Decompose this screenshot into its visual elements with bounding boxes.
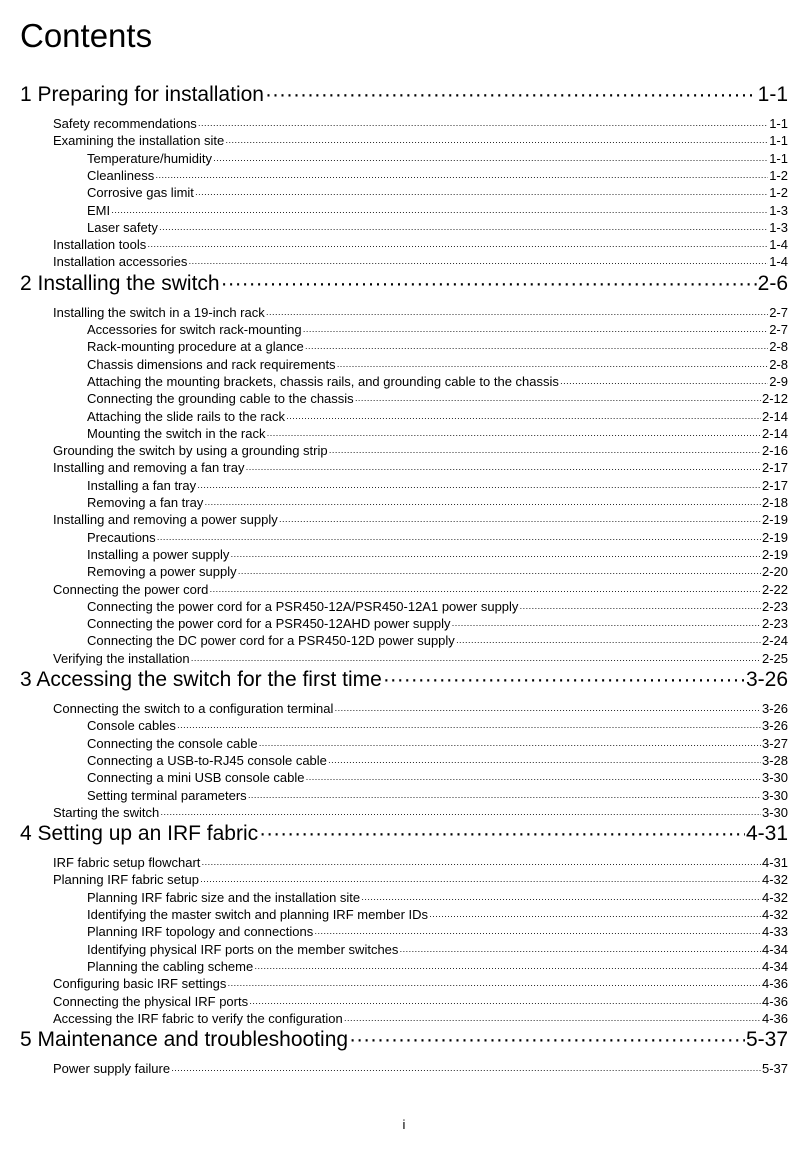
toc-subsection-entry[interactable] xyxy=(87,906,788,925)
toc-entry-title: Chassis dimensions and rack requirements xyxy=(87,356,336,372)
toc-subsection-entry[interactable] xyxy=(87,787,788,806)
toc-entry-title: Temperature/humidity xyxy=(87,150,212,166)
toc-subsection-entry[interactable] xyxy=(87,958,788,977)
toc-leader-dots xyxy=(221,271,757,297)
toc-subsection-entry[interactable] xyxy=(87,615,788,634)
toc-entry-page-number: 2-19 xyxy=(761,546,788,562)
toc-section-entry[interactable] xyxy=(53,236,788,255)
page-title: Contents xyxy=(20,17,153,54)
toc-entry-page-number: 3-26 xyxy=(745,668,788,691)
toc-entry-title: Installation tools xyxy=(53,237,147,253)
page-number-footer: i xyxy=(402,1117,406,1132)
toc-subsection-entry[interactable] xyxy=(87,321,788,340)
toc-entry-page-number: 4-33 xyxy=(761,924,788,940)
toc-entry-page-number: 2-14 xyxy=(761,408,788,424)
toc-entry-page-number: 4-32 xyxy=(761,889,788,905)
toc-entry-title: Connecting a USB-to-RJ45 console cable xyxy=(87,752,327,768)
toc-entry-title: Removing a power supply xyxy=(87,564,237,580)
toc-subsection-entry[interactable] xyxy=(87,735,788,754)
toc-entry-page-number: 1-3 xyxy=(769,202,788,218)
toc-entry-title: Planning IRF fabric setup xyxy=(53,872,199,888)
toc-entry-title: Planning IRF fabric size and the installation site xyxy=(87,889,361,905)
toc-entry-title: Connecting the power cord for a PSR450-12A/PSR450-12A1 power supply xyxy=(87,598,519,614)
toc-section-entry[interactable] xyxy=(53,132,788,151)
toc-entry-title: Starting the switch xyxy=(53,804,160,820)
toc-subsection-entry[interactable] xyxy=(87,769,788,788)
toc-entry-title: Installation accessories xyxy=(53,254,188,270)
toc-section-entry[interactable] xyxy=(53,700,788,719)
toc-entry-page-number: 1-2 xyxy=(769,185,788,201)
toc-section-entry[interactable] xyxy=(53,993,788,1012)
toc-chapter-entry[interactable] xyxy=(20,82,788,108)
toc-entry-page-number: 2-22 xyxy=(761,581,788,597)
toc-entry-title: Precautions xyxy=(87,529,156,545)
toc-subsection-entry[interactable] xyxy=(87,752,788,771)
toc-subsection-entry[interactable] xyxy=(87,338,788,357)
toc-section-entry[interactable] xyxy=(53,854,788,873)
toc-chapter-entry[interactable] xyxy=(20,1027,788,1053)
toc-entry-title: Planning the cabling scheme xyxy=(87,958,254,974)
toc-subsection-entry[interactable] xyxy=(87,717,788,736)
toc-entry-page-number: 3-30 xyxy=(761,804,788,820)
toc-entry-page-number: 1-1 xyxy=(757,83,788,106)
toc-entry-title: Attaching the slide rails to the rack xyxy=(87,408,285,424)
toc-entry-title: Safety recommendations xyxy=(53,116,197,131)
toc-entry-page-number: 3-30 xyxy=(761,770,788,786)
toc-entry-title: Setting terminal parameters xyxy=(87,787,247,803)
toc-subsection-entry[interactable] xyxy=(87,150,788,169)
toc-entry-title: Examining the installation site xyxy=(53,133,225,149)
toc-subsection-entry[interactable] xyxy=(87,202,788,221)
toc-subsection-entry[interactable] xyxy=(87,598,788,617)
toc-entry-title: Connecting the power cord for a PSR450-12AHD power supply xyxy=(87,616,451,632)
toc-entry-title: Connecting the grounding cable to the chassis xyxy=(87,391,354,407)
toc-entry-page-number: 4-32 xyxy=(761,907,788,922)
toc-entry-page-number: 1-1 xyxy=(769,133,788,149)
toc-entry-title: Console cables xyxy=(87,718,176,734)
toc-entry-page-number: 2-19 xyxy=(761,512,788,528)
toc-leader-dots xyxy=(171,1062,761,1079)
toc-entry-title: Planning IRF topology and connections xyxy=(87,924,314,940)
toc-entry-title: Installing a fan tray xyxy=(87,477,197,493)
toc-section-entry[interactable] xyxy=(53,253,788,272)
toc-entry-page-number: 2-8 xyxy=(769,356,788,372)
toc-section-entry[interactable] xyxy=(53,442,788,461)
toc-entry-page-number: 1-1 xyxy=(769,150,788,166)
toc-entry-page-number: 2-23 xyxy=(761,598,788,614)
toc-entry-title: Installing and removing a power supply xyxy=(53,512,278,528)
toc-entry-title: Removing a fan tray xyxy=(87,495,204,510)
toc-chapter-entry[interactable] xyxy=(20,821,788,847)
toc-entry-page-number: 4-34 xyxy=(761,941,788,957)
toc-entry-title: Accessing the IRF fabric to verify the configuration xyxy=(53,1010,343,1026)
toc-entry-page-number: 2-25 xyxy=(761,650,788,666)
toc-section-entry[interactable] xyxy=(53,804,788,823)
toc-entry-title: Connecting the power cord xyxy=(53,581,209,597)
toc-entry-page-number: 1-3 xyxy=(769,219,788,235)
toc-entry-title: 1 Preparing for installation xyxy=(20,83,264,106)
toc-entry-title: Connecting a mini USB console cable xyxy=(87,770,305,786)
toc-section-entry[interactable] xyxy=(53,511,788,530)
toc-subsection-entry[interactable] xyxy=(87,477,788,496)
toc-entry-title: Rack-mounting procedure at a glance xyxy=(87,339,304,355)
toc-subsection-entry[interactable] xyxy=(87,390,788,409)
toc-entry-page-number: 2-16 xyxy=(761,443,788,459)
toc-section-entry[interactable] xyxy=(53,581,788,600)
toc-leader-dots xyxy=(349,1027,745,1053)
toc-entry-title: Connecting the switch to a configuration terminal xyxy=(53,701,334,716)
toc-subsection-entry[interactable] xyxy=(87,494,788,513)
toc-entry-title: Mounting the switch in the rack xyxy=(87,425,266,441)
toc-subsection-entry[interactable] xyxy=(87,546,788,565)
toc-chapter-entry[interactable] xyxy=(20,667,788,693)
toc-entry-title: Laser safety xyxy=(87,219,158,235)
toc-entry-page-number: 3-26 xyxy=(761,701,788,716)
toc-entry-page-number: 2-7 xyxy=(769,304,788,320)
toc-subsection-entry[interactable] xyxy=(87,632,788,651)
toc-entry-page-number: 2-24 xyxy=(761,633,788,649)
toc-entry-page-number: 2-20 xyxy=(761,564,788,580)
toc-entry-page-number: 4-32 xyxy=(761,872,788,888)
toc-entry-title: Identifying the master switch and planning IRF member IDs xyxy=(87,907,429,922)
toc-entry-page-number: 3-30 xyxy=(761,787,788,803)
toc-entry-title: Installing the switch in a 19-inch rack xyxy=(53,304,265,320)
toc-entry-title: 5 Maintenance and troubleshooting xyxy=(20,1028,349,1052)
toc-subsection-entry[interactable] xyxy=(87,563,788,582)
toc-subsection-entry[interactable] xyxy=(87,941,788,960)
toc-entry-page-number: 1-2 xyxy=(769,167,788,183)
toc-entry-title: Accessories for switch rack-mounting xyxy=(87,322,302,337)
toc-entry-page-number: 4-36 xyxy=(761,993,788,1009)
toc-subsection-entry[interactable] xyxy=(87,373,788,392)
toc-entry-page-number: 3-27 xyxy=(761,735,788,751)
toc-entry-page-number: 2-17 xyxy=(761,477,788,493)
toc-entry-page-number: 2-14 xyxy=(761,425,788,441)
toc-entry-page-number: 4-31 xyxy=(745,822,788,846)
toc-subsection-entry[interactable] xyxy=(87,356,788,375)
toc-entry-title: Connecting the physical IRF ports xyxy=(53,993,249,1009)
toc-entry-page-number: 5-37 xyxy=(745,1028,788,1052)
toc-leader-dots xyxy=(383,667,745,693)
toc-entry-title: Cleanliness xyxy=(87,167,155,183)
toc-section-entry[interactable] xyxy=(53,304,788,323)
toc-subsection-entry[interactable] xyxy=(87,184,788,203)
toc-chapter-entry[interactable] xyxy=(20,271,788,297)
toc-entry-page-number: 3-28 xyxy=(761,752,788,768)
toc-section-entry[interactable] xyxy=(53,871,788,890)
toc-subsection-entry[interactable] xyxy=(87,219,788,238)
toc-entry-page-number: 5-37 xyxy=(761,1061,788,1077)
toc-entry-page-number: 2-6 xyxy=(757,271,788,295)
toc-subsection-entry[interactable] xyxy=(87,923,788,942)
toc-entry-title: Power supply failure xyxy=(53,1061,171,1077)
toc-entry-title: Verifying the installation xyxy=(53,650,190,666)
toc-subsection-entry[interactable] xyxy=(87,529,788,548)
toc-entry-page-number: 2-18 xyxy=(761,495,788,510)
toc-entry-title: 4 Setting up an IRF fabric xyxy=(20,822,259,846)
toc-entry-title: Attaching the mounting brackets, chassis rails, and grounding cable to the chassis xyxy=(87,373,559,389)
toc-entry-page-number: 3-26 xyxy=(761,718,788,734)
toc-entry-title: 3 Accessing the switch for the first time xyxy=(20,668,382,691)
toc-entry-page-number: 1-4 xyxy=(769,237,788,253)
toc-section-entry[interactable] xyxy=(53,1010,788,1029)
toc-entry-page-number: 2-17 xyxy=(761,460,788,476)
toc-leader-dots xyxy=(259,821,745,847)
toc-entry-page-number: 2-19 xyxy=(761,529,788,545)
toc-entry-page-number: 2-23 xyxy=(761,616,788,632)
toc-entry-title: Installing and removing a fan tray xyxy=(53,460,245,476)
toc-entry-title: Connecting the DC power cord for a PSR450-12D power supply xyxy=(87,633,455,649)
toc-entry-title: 2 Installing the switch xyxy=(20,271,220,295)
toc-entry-title: Grounding the switch by using a grounding strip xyxy=(53,443,328,459)
toc-entry-page-number: 2-9 xyxy=(769,373,788,389)
toc-section-entry[interactable] xyxy=(53,1060,788,1079)
toc-entry-page-number: 4-31 xyxy=(761,855,788,871)
toc-entry-title: Installing a power supply xyxy=(87,546,230,562)
toc-entry-page-number: 2-8 xyxy=(769,339,788,355)
toc-subsection-entry[interactable] xyxy=(87,425,788,444)
toc-entry-title: IRF fabric setup flowchart xyxy=(53,855,201,871)
toc-entry-title: Corrosive gas limit xyxy=(87,185,194,201)
toc-section-entry[interactable] xyxy=(53,650,788,669)
toc-subsection-entry[interactable] xyxy=(87,167,788,186)
toc-entry-page-number: 1-1 xyxy=(769,116,788,131)
toc-entry-title: EMI xyxy=(87,202,111,218)
toc-entry-title: Connecting the console cable xyxy=(87,735,258,751)
toc-entry-page-number: 1-4 xyxy=(769,254,788,270)
toc-entry-page-number: 2-7 xyxy=(769,322,788,337)
toc-subsection-entry[interactable] xyxy=(87,889,788,908)
toc-section-entry[interactable] xyxy=(53,115,788,134)
toc-entry-page-number: 2-12 xyxy=(761,391,788,407)
toc-subsection-entry[interactable] xyxy=(87,408,788,427)
toc-entry-page-number: 4-34 xyxy=(761,958,788,974)
toc-entry-page-number: 4-36 xyxy=(761,1010,788,1026)
toc-section-entry[interactable] xyxy=(53,459,788,478)
toc-entry-page-number: 4-36 xyxy=(761,976,788,992)
toc-entry-title: Configuring basic IRF settings xyxy=(53,976,227,992)
toc-section-entry[interactable] xyxy=(53,975,788,994)
toc-leader-dots xyxy=(265,82,757,108)
toc-entry-title: Identifying physical IRF ports on the member switches xyxy=(87,941,399,957)
